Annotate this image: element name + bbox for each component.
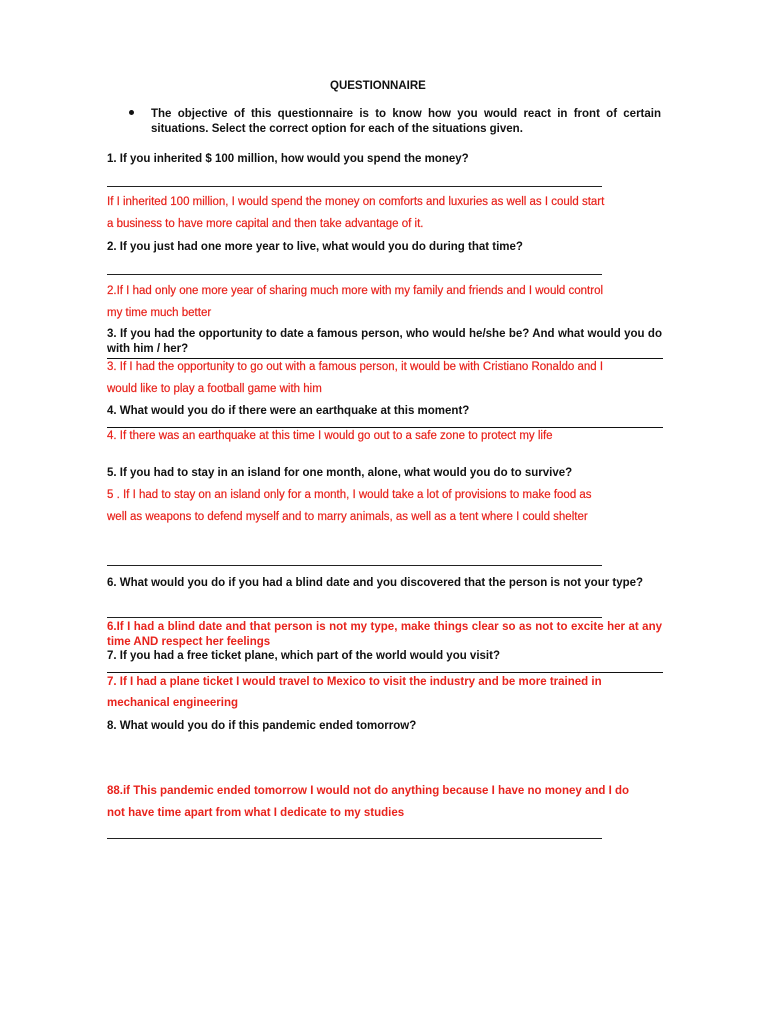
answer-line xyxy=(107,186,602,187)
answer-line xyxy=(107,274,602,275)
question-5: 5. If you had to stay in an island for one month, alone, what would you do to survive? xyxy=(107,467,573,479)
answer-rule xyxy=(107,427,663,428)
answer-rule xyxy=(107,672,663,673)
answer-1-line-1: If I inherited 100 million, I would spend the money on comforts and luxuries as well as I could start xyxy=(107,196,605,208)
question-8: 8. What would you do if this pandemic ended tomorrow? xyxy=(107,720,417,732)
answer-5-line-2: well as weapons to defend myself and to marry animals, as well as a tent where I could shelter xyxy=(107,511,588,523)
answer-8-line-2: not have time apart from what I dedicate to my studies xyxy=(107,807,405,819)
question-6: 6. What would you do if you had a blind date and you discovered that the person is not your type? xyxy=(107,577,644,589)
answer-rule xyxy=(107,358,663,359)
answer-3-line-1: 3. If I had the opportunity to go out with a famous person, it would be with Cristiano Ronaldo and I xyxy=(107,361,604,373)
answer-7-line-2: mechanical engineering xyxy=(107,697,239,709)
answer-7-line-1: 7. If I had a plane ticket I would travel to Mexico to visit the industry and be more trained in xyxy=(107,676,602,688)
answer-1-line-2: a business to have more capital and then take advantage of it. xyxy=(107,218,424,230)
answer-6: 6.If I had a blind date and that person is not my type, make things clear so as not to excite her at any time AND respect her feelings xyxy=(107,621,662,648)
question-1: 1. If you inherited $ 100 million, how would you spend the money? xyxy=(107,153,469,165)
answer-4: 4. If there was an earthquake at this time I would go out to a safe zone to protect my life xyxy=(107,430,553,442)
answer-2-line-2: my time much better xyxy=(107,307,212,319)
bullet-icon xyxy=(129,110,134,115)
answer-line xyxy=(107,565,602,566)
answer-2-line-1: 2.If I had only one more year of sharing much more with my family and friends and I would control xyxy=(107,285,604,297)
answer-3-line-2: would like to play a football game with him xyxy=(107,383,322,395)
answer-line xyxy=(107,838,602,839)
question-2: 2. If you just had one more year to live, what would you do during that time? xyxy=(107,241,523,253)
intro-text: The objective of this questionnaire is to know how you would react in front of certain situations. Select the correct option for each of the situations given. xyxy=(151,108,661,135)
answer-8-line-1: 88.if This pandemic ended tomorrow I would not do anything because I have no money and I do xyxy=(107,785,630,797)
answer-line xyxy=(107,617,602,618)
page-title: QUESTIONNAIRE xyxy=(330,80,426,92)
question-3: 3. If you had the opportunity to date a famous person, who would he/she be? And what would you do with him / her? xyxy=(107,328,662,355)
question-4: 4. What would you do if there were an earthquake at this moment? xyxy=(107,405,470,417)
answer-5-line-1: 5 . If I had to stay on an island only for a month, I would take a lot of provisions to make food as xyxy=(107,489,592,501)
question-7: 7. If you had a free ticket plane, which part of the world would you visit? xyxy=(107,650,500,662)
